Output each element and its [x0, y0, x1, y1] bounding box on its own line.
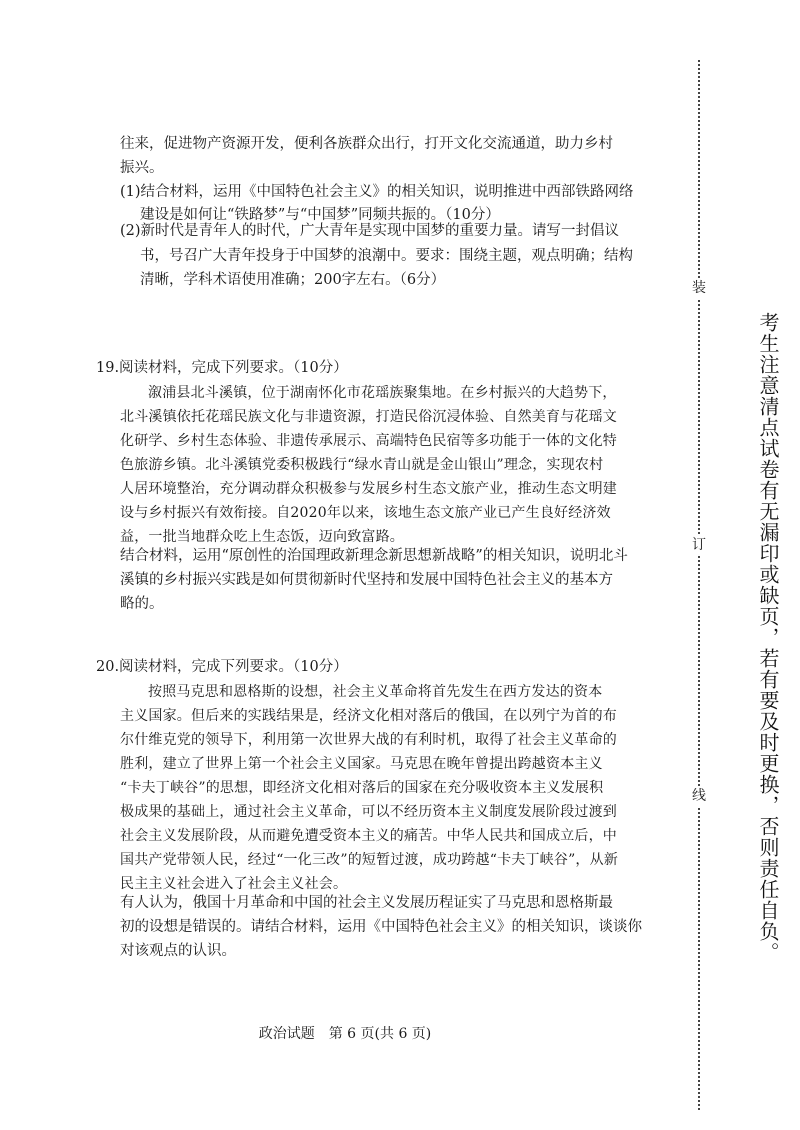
q20-question-line: 对该观点的认识。: [120, 943, 236, 959]
q18-text-line: 振兴。: [120, 160, 164, 176]
q20-material-line: 胜利，建立了世界上第一个社会主义国家。马克思在晚年曾提出跨越资本主义: [120, 756, 603, 772]
q18-subquestion-2: 清晰，学科术语使用准确；200字左右。（6分）: [140, 272, 446, 288]
q18-subquestion-1: 建设是如何让“铁路梦”与“中国梦”同频共振的。（10分）: [140, 207, 500, 223]
binding-mark: 订: [689, 535, 709, 555]
q20-material-line: 主义国家。但后来的实践结果是，经济文化相对落后的俄国，在以列宁为首的布: [120, 708, 617, 724]
candidate-notice: 考生注意清点试卷有无漏印或缺页，若有要及时更换，否则责任自负。: [756, 312, 780, 963]
q20-material-line: 社会主义发展阶段，从而避免遭受资本主义的痛苦。中华人民共和国成立后，中: [120, 828, 617, 844]
binding-mark: 线: [689, 786, 709, 806]
q19-material-line: 设与乡村振兴有效衔接。自2020年以来，该地生态文旅产业已产生良好经济效: [120, 505, 611, 521]
q19-question-line: 略的。: [120, 596, 164, 612]
q19-material-line: 益，一批当地群众吃上生态饭，迈向致富路。: [120, 529, 404, 545]
q18-subquestion-2: 书，号召广大青年投身于中国梦的浪潮中。要求：围绕主题，观点明确；结构: [140, 248, 633, 264]
q19-question-line: 溪镇的乡村振兴实践是如何贯彻新时代坚持和发展中国特色社会主义的基本方: [120, 572, 613, 588]
q19-question-line: 结合材料，运用“原创性的治国理政新理念新思想新战略”的相关知识，说明北斗: [120, 548, 628, 564]
q19-material-line: 溆浦县北斗溪镇，位于湖南怀化市花瑶族聚集地。在乡村振兴的大趋势下，: [148, 385, 617, 401]
q20-material-line: 按照马克思和恩格斯的设想，社会主义革命将首先发生在西方发达的资本: [148, 684, 603, 700]
q19-material-line: 色旅游乡镇。北斗溪镇党委积极践行“绿水青山就是金山银山”理念，实现农村: [120, 457, 604, 473]
q19-material-line: 北斗溪镇依托花瑶民族文化与非遗资源，打造民俗沉浸体验、自然美育与花瑶文: [120, 409, 617, 425]
q20-question-line: 有人认为，俄国十月革命和中国的社会主义发展历程证实了马克思和恩格斯最: [120, 895, 613, 911]
q18-subquestion-2: (2)新时代是青年人的时代，广大青年是实现中国梦的重要力量。请写一封倡议: [120, 223, 620, 239]
q19-material-line: 化研学、乡村生态体验、非遗传承展示、高端特色民宿等多功能于一体的文化特: [120, 433, 617, 449]
q20-question-line: 初的设想是错误的。请结合材料，运用《中国特色社会主义》的相关知识，谈谈你: [120, 919, 642, 935]
q20-material-line: “卡夫丁峡谷”的思想，即经济文化相对落后的国家在充分吸收资本主义发展积: [120, 780, 604, 796]
q20-material-line: 国共产党带领人民，经过“一化三改”的短暂过渡，成功跨越“卡夫丁峡谷”，从新: [120, 852, 619, 868]
q20-material-line: 尔什维克党的领导下，利用第一次世界大战的有利时机，取得了社会主义革命的: [120, 732, 617, 748]
q20-material-line: 极成果的基础上，通过社会主义革命，可以不经历资本主义制度发展阶段过渡到: [120, 804, 617, 820]
q19-heading: 19.阅读材料，完成下列要求。（10分）: [96, 360, 348, 376]
q18-text-line: 往来，促进物产资源开发，便利各族群众出行，打开文化交流通道，助力乡村: [120, 136, 613, 152]
q19-material-line: 人居环境整治，充分调动群众积极参与发展乡村生态文旅产业，推动生态文明建: [120, 481, 617, 497]
q20-material-line: 民主主义社会进入了社会主义社会。: [120, 876, 348, 892]
binding-line: [698, 60, 700, 1110]
q20-heading: 20.阅读材料，完成下列要求。（10分）: [96, 659, 348, 675]
page-footer: 政治试题 第 6 页(共 6 页): [258, 1026, 432, 1042]
binding-mark: 装: [689, 278, 709, 298]
q18-subquestion-1: (1)结合材料，运用《中国特色社会主义》的相关知识，说明推进中西部铁路网络: [120, 184, 634, 200]
